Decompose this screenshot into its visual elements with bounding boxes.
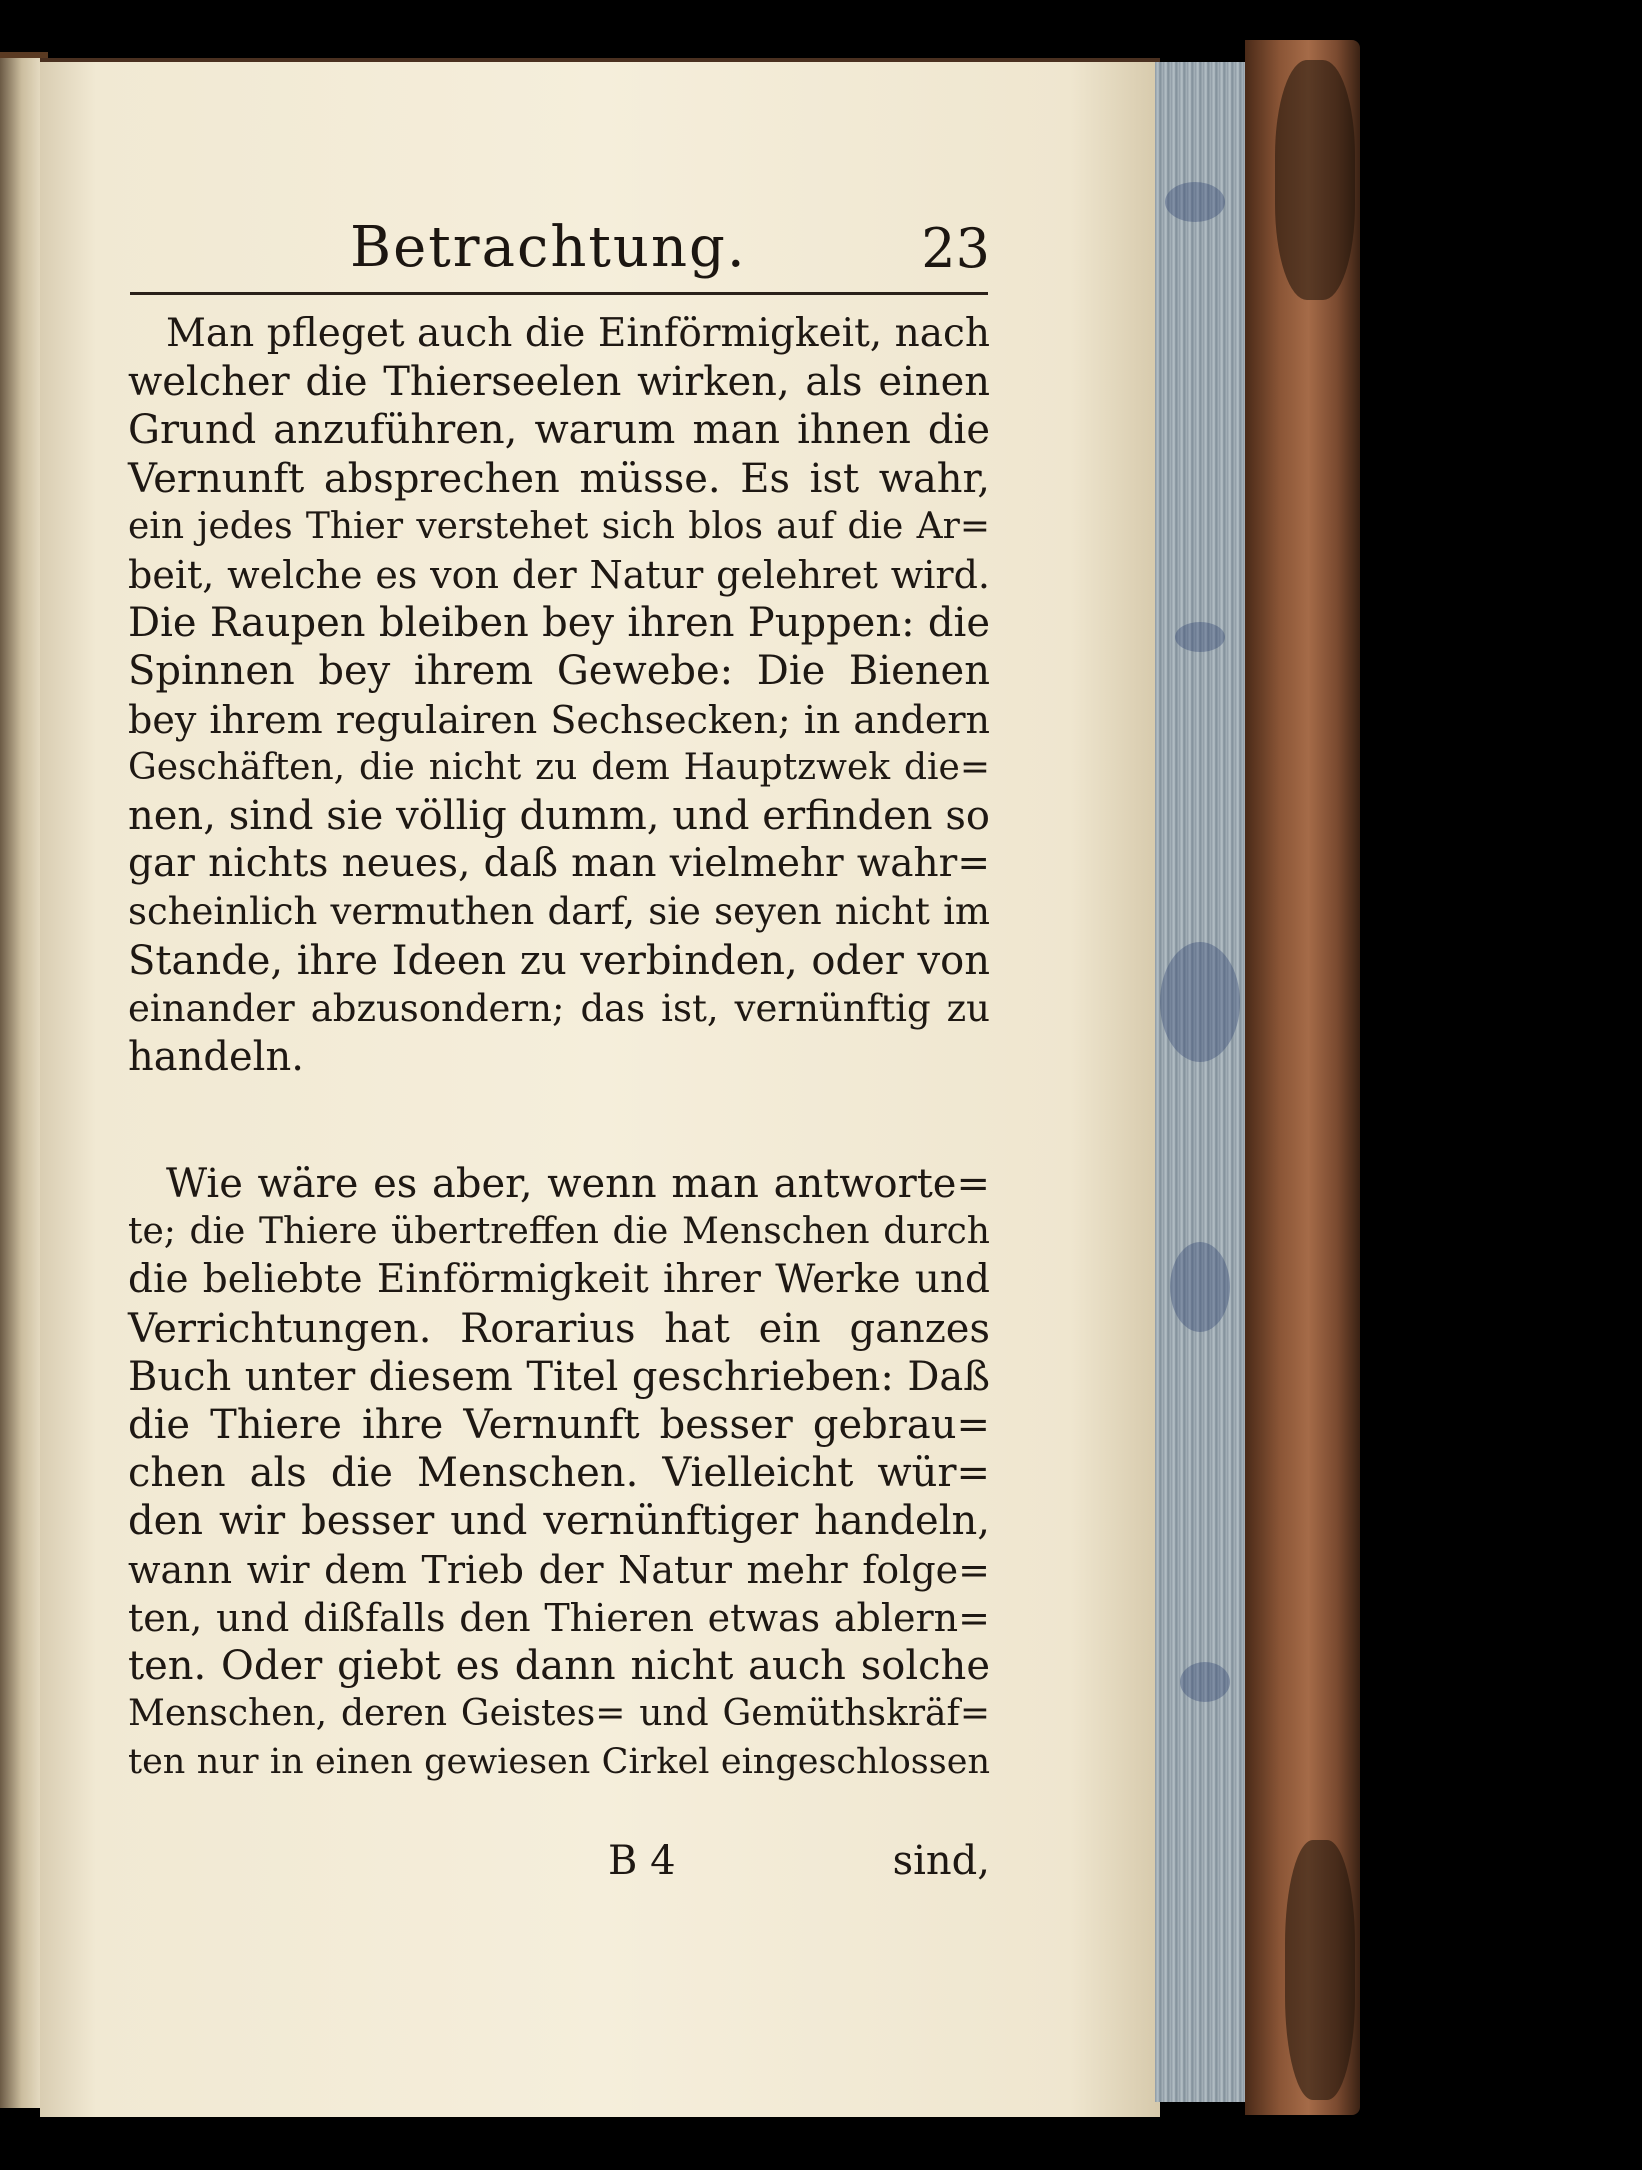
text-line: Wie wäre es aber, wenn man antworte= <box>166 1161 990 1207</box>
text-line: Vernunft absprechen müsse. Es ist wahr, <box>128 455 990 502</box>
signature-mark: B 4 <box>608 1838 676 1884</box>
text-line: gar nichts neues, daß man vielmehr wahr= <box>128 841 990 887</box>
text-line: ten, und dißfalls den Thieren etwas ablern= <box>128 1595 990 1640</box>
text-line: welcher die Thierseelen wirken, als einen <box>128 359 990 406</box>
text-line: te; die Thiere übertreffen die Menschen durch <box>128 1211 990 1253</box>
text-line: nen, sind sie völlig dumm, und erfinden so <box>128 793 990 840</box>
text-line: bey ihrem regulairen Sechsecken; in andern <box>128 697 990 742</box>
text-line: den wir besser und vernünftiger handeln, <box>128 1498 990 1545</box>
catchword: sind, <box>892 1838 990 1884</box>
page-footer <box>128 1838 990 1898</box>
text-line: Die Raupen bleiben bey ihren Puppen: die <box>128 600 990 647</box>
text-line: Verrichtungen. Rorarius hat ein ganzes <box>128 1305 990 1352</box>
text-line: chen als die Menschen. Vielleicht wür= <box>128 1450 990 1497</box>
text-line: die beliebte Einförmigkeit ihrer Werke und <box>128 1257 990 1303</box>
paragraph-1 <box>128 310 990 1081</box>
text-line: handeln. <box>128 1034 304 1081</box>
leather-cover <box>1245 40 1360 2115</box>
header-rule <box>130 292 988 295</box>
text-line: scheinlich vermuthen darf, sie seyen nicht im <box>128 890 990 934</box>
text-line: Man pfleget auch die Einförmigkeit, nach <box>166 311 990 356</box>
text-line: ein jedes Thier verstehet sich blos auf die Ar= <box>128 505 990 547</box>
text-line: Menschen, deren Geistes= und Gemüthskräf= <box>128 1693 990 1735</box>
text-line: wann wir dem Trieb der Natur mehr folge= <box>128 1547 990 1592</box>
text-line: einander abzusondern; das ist, vernünftig zu <box>128 986 990 1030</box>
text-line: die Thiere ihre Vernunft besser gebrau= <box>128 1402 990 1449</box>
text-line: Spinnen bey ihrem Gewebe: Die Bienen <box>128 648 990 695</box>
running-title: Betrachtung. <box>350 215 747 280</box>
page-number: 23 <box>921 217 990 280</box>
page-fore-edge <box>1155 62 1250 2102</box>
text-line: beit, welche es von der Natur gelehret wird. <box>128 553 990 598</box>
text-line: Stande, ihre Ideen zu verbinden, oder von <box>128 937 990 984</box>
text-line: Buch unter diesem Titel geschrieben: Daß <box>128 1353 990 1400</box>
text-line: ten nur in einen gewiesen Cirkel eingeschlossen <box>128 1742 990 1783</box>
text-line: Geschäften, die nicht zu dem Hauptzwek die= <box>128 746 990 788</box>
text-line: ten. Oder giebt es dann nicht auch solche <box>128 1643 990 1690</box>
running-head <box>130 215 990 295</box>
text-line: Grund anzuführen, warum man ihnen die <box>128 407 990 454</box>
paragraph-2 <box>128 1160 990 1787</box>
